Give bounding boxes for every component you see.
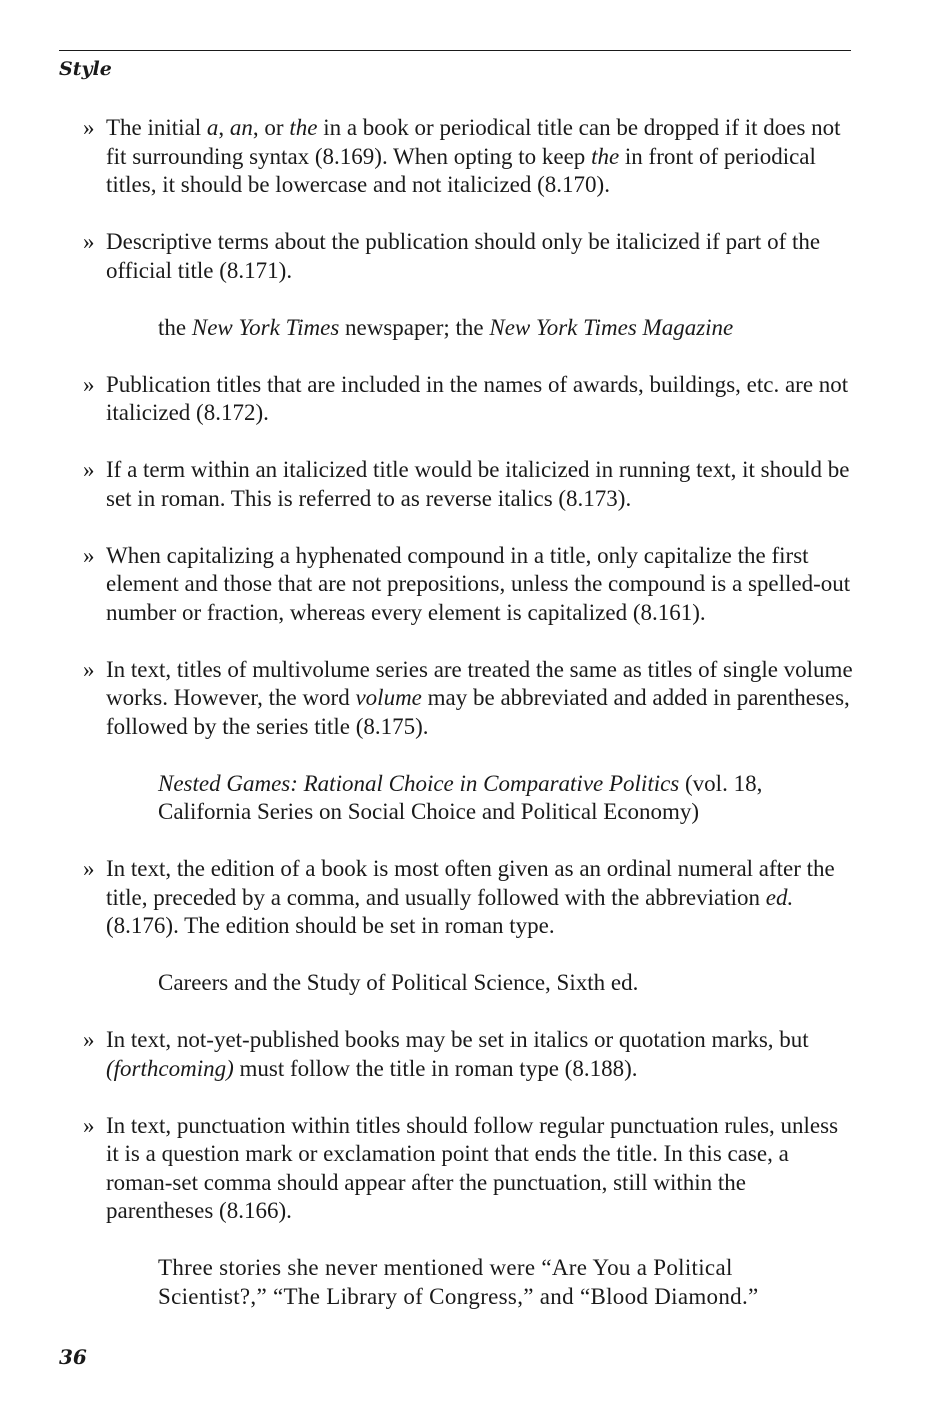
- bullet-descriptive-terms: [83, 228, 855, 285]
- text-run: , or: [252, 115, 290, 140]
- bullet-hyphenated-compound: [83, 542, 855, 628]
- page-number: 36: [59, 1345, 87, 1369]
- example-three-stories: [158, 1254, 838, 1311]
- italic-run: an: [229, 115, 253, 140]
- bullet-mark: »: [83, 229, 95, 254]
- bullet-mark: »: [83, 656, 95, 682]
- bullet-punctuation: [83, 1112, 855, 1226]
- italic-run: volume: [355, 685, 422, 710]
- text-run: (vol. 18, California Series on Social Choice and Political Economy): [158, 770, 763, 824]
- bullet-multivolume-series: [83, 656, 855, 742]
- italic-run: (forthcoming): [106, 1055, 234, 1081]
- text-run: In text, the edition of a book is most often given as an ordinal numeral after the title, preceded by a comma, and usually followed with the abbreviation: [106, 856, 835, 910]
- text-run: Publication titles that are included in the names of awards, buildings, etc. are not italicized (8.172).: [106, 371, 849, 425]
- bullet-mark: »: [83, 115, 95, 140]
- page-body: [83, 114, 855, 1340]
- bullet-mark: »: [83, 457, 95, 482]
- italic-run: Nested Games: Rational Choice in Comparative Politics: [158, 770, 680, 796]
- text-run: Careers and the Study of Political Science, Sixth ed.: [158, 970, 639, 995]
- text-run: Three stories she never mentioned were “Are You a Political Scientist?,” “The Library of Congress,” and “Blood Diamond.”: [158, 1255, 759, 1309]
- example-nested-games: [158, 770, 838, 827]
- example-nyt: [158, 314, 838, 343]
- text-run: When capitalizing a hyphenated compound in a title, only capitalize the first element and those that are not prepositions, unless the compound is a spelled-out number or fraction, whereas every element is capitalized (8.161).: [106, 542, 851, 625]
- text-run: In text, not-yet-published books may be set in italics or quotation marks, but: [106, 1027, 809, 1052]
- text-run: in a book or periodical title can be dropped if it does not fit surrounding syntax (8.169). When opting to keep: [106, 115, 841, 169]
- italic-run: New York Times Magazine: [489, 314, 734, 340]
- text-run: The initial: [106, 115, 207, 140]
- example-careers: [158, 969, 838, 998]
- bullet-mark: »: [83, 1112, 95, 1138]
- text-run: the: [158, 314, 192, 340]
- bullet-edition: [83, 855, 855, 941]
- bullet-award-names: [83, 371, 855, 428]
- bullet-mark: »: [83, 371, 95, 397]
- italic-run: the: [289, 115, 318, 140]
- text-run: newspaper; the: [339, 314, 490, 340]
- bullet-reverse-italics: [83, 456, 855, 513]
- bullet-forthcoming: [83, 1026, 855, 1083]
- italic-run: the: [591, 143, 620, 169]
- header-rule: [59, 50, 851, 51]
- text-run: Descriptive terms about the publication should only be italicized if part of the official title (8.171).: [106, 229, 821, 283]
- text-run: (8.176). The edition should be set in roman type.: [106, 913, 555, 938]
- text-run: ,: [218, 115, 230, 140]
- bullet-mark: »: [83, 856, 95, 881]
- bullet-initial-article: [83, 114, 855, 200]
- bullet-mark: »: [83, 1027, 95, 1052]
- text-run: In text, punctuation within titles should follow regular punctuation rules, unless it is a question mark or exclamation point that ends the title. In this case, a roman-set comma should appear after the punctuation, still within the parentheses (8.166).: [106, 1112, 839, 1223]
- italic-run: a: [206, 115, 219, 140]
- text-run: must follow the title in roman type (8.188).: [233, 1055, 638, 1081]
- bullet-mark: »: [83, 542, 95, 568]
- text-run: in front of periodical titles, it should be lowercase and not italicized (8.170).: [106, 143, 816, 197]
- italic-run: ed.: [765, 884, 794, 910]
- running-head: Style: [59, 58, 112, 80]
- text-run: In text, titles of multivolume series are treated the same as titles of single volume works. However, the word: [106, 656, 853, 710]
- text-run: may be abbreviated and added in parentheses, followed by the series title (8.175).: [106, 685, 850, 739]
- text-run: If a term within an italicized title would be italicized in running text, it should be set in roman. This is referred to as reverse italics (8.173).: [106, 457, 850, 511]
- italic-run: New York Times: [191, 314, 340, 340]
